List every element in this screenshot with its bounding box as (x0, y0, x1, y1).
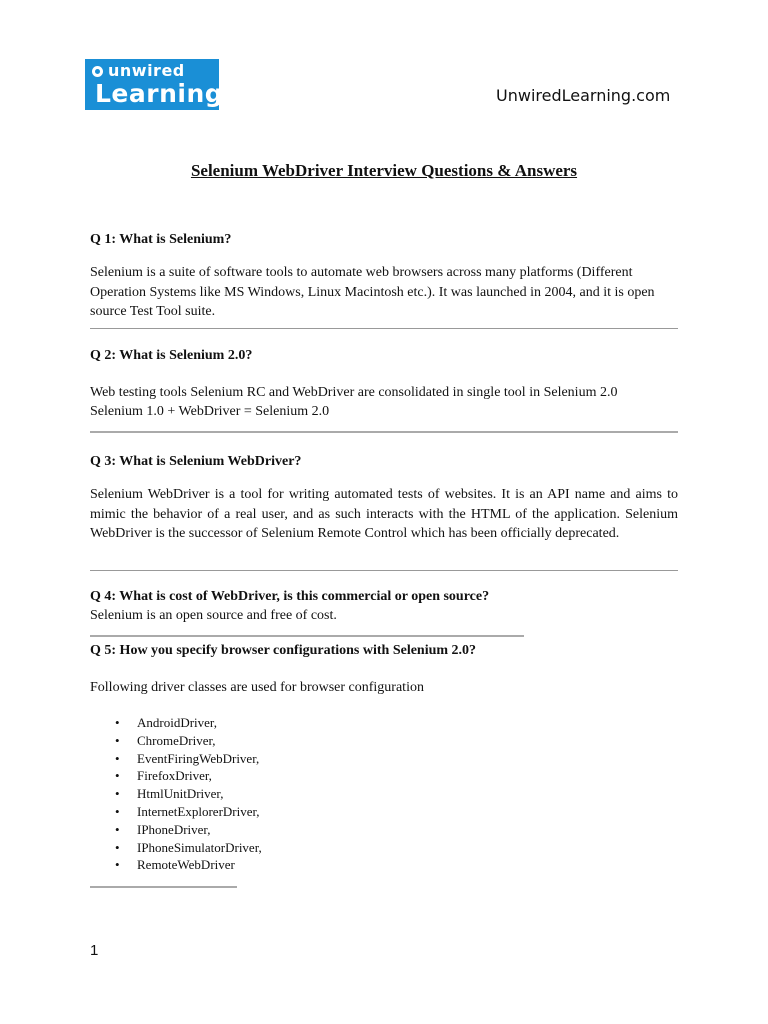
divider-4 (90, 635, 524, 637)
question-3: Q 3: What is Selenium WebDriver? (90, 454, 302, 469)
answer-3: Selenium WebDriver is a tool for writing automated tests of websites. It is an API name and aims to mimic the behavior of a real user, and as such interacts with the HTML of the application. Selenium WebDriver is the successor of Selenium Remote Control which has been officially deprecated. (90, 487, 678, 541)
question-2: Q 2: What is Selenium 2.0? (90, 348, 253, 363)
question-4: Q 4: What is cost of WebDriver, is this commercial or open source? (90, 589, 490, 604)
list-item: • RemoteWebDriver (90, 856, 262, 874)
question-1: Q 1: What is Selenium? (90, 232, 232, 247)
question-5: Q 5: How you specify browser configurations with Selenium 2.0? (90, 643, 477, 658)
list-item: • HtmlUnitDriver, (90, 785, 262, 803)
answer-4: Selenium is an open source and free of cost. (90, 608, 337, 623)
unwired-learning-logo (85, 59, 224, 110)
answer-2-line-2: Selenium 1.0 + WebDriver = Selenium 2.0 (90, 404, 330, 419)
list-item: • AndroidDriver, (90, 714, 262, 732)
divider-1 (90, 328, 678, 329)
answer-2-line-1: Web testing tools Selenium RC and WebDriver are consolidated in single tool in Selenium 2.0 (90, 385, 618, 400)
list-item: • FirefoxDriver, (90, 767, 262, 785)
list-item: • IPhoneDriver, (90, 821, 262, 839)
page-number: 1 (90, 942, 99, 959)
answer-5: Following driver classes are used for browser configuration (90, 680, 424, 695)
list-item: • IPhoneSimulatorDriver, (90, 839, 262, 857)
list-item: • EventFiringWebDriver, (90, 750, 262, 768)
answer-1: Selenium is a suite of software tools to automate web browsers across many platforms (Different Operation Systems like MS Windows, Linux Macintosh etc.). It was launched in 2004, and it is open source Test Tool suite. (90, 265, 655, 319)
divider-3 (90, 570, 678, 571)
logo-text-bottom: Learning (95, 79, 224, 108)
list-item: • InternetExplorerDriver, (90, 803, 262, 821)
logo-text-top: unwired (108, 61, 185, 80)
logo-dot-icon (92, 66, 103, 77)
document-title: Selenium WebDriver Interview Questions & Answers (190, 161, 578, 180)
driver-list (90, 714, 262, 874)
site-name: UnwiredLearning.com (496, 86, 671, 105)
divider-5 (90, 886, 237, 888)
list-item: • ChromeDriver, (90, 732, 262, 750)
divider-2 (90, 431, 678, 433)
